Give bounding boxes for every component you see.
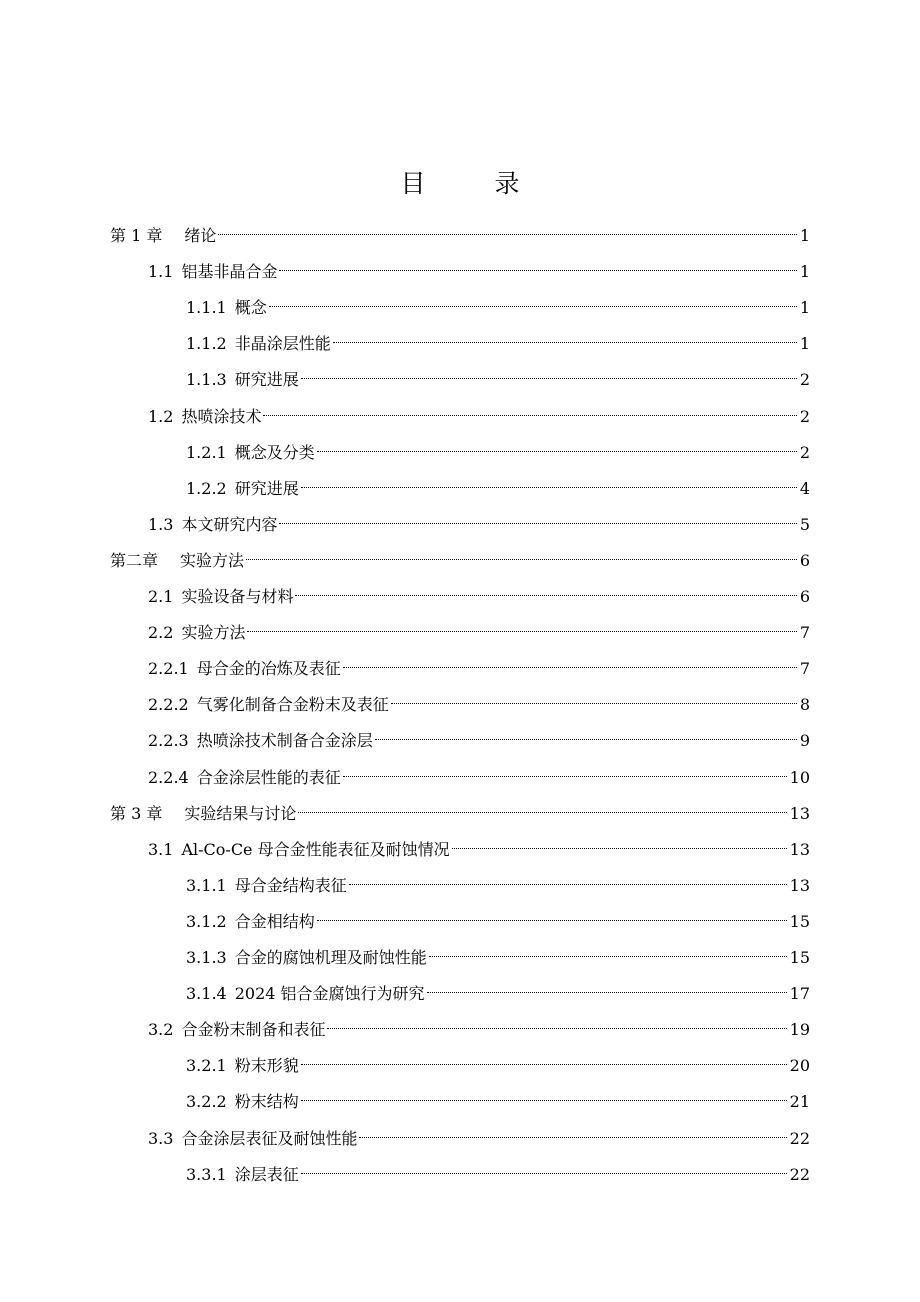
toc-entry-page: 7 [799,623,810,643]
toc-entry-number: 第二章 [110,550,159,570]
toc-entry-number: 1.2.1 [186,442,227,462]
toc-entry-label [186,1084,299,1120]
toc-entry-page: 2 [799,406,810,426]
toc-entry-page: 15 [789,911,810,931]
toc-entry[interactable] [148,254,810,290]
toc-entry-title: 铝基非晶合金 [181,262,278,282]
toc-entry-number: 3.1.3 [186,948,227,967]
dot-leader [317,920,787,921]
toc-entry-number: 3.2.1 [186,1056,227,1076]
toc-entry-page: 7 [799,659,810,679]
toc-entry-label [186,1048,299,1084]
toc-entry-title: 热喷涂技术 [181,406,262,426]
toc-entry-number: 2.2 [148,623,174,643]
dot-leader [246,559,797,560]
toc-entry-page: 1 [799,334,810,354]
toc-entry-number: 2.2.4 [148,767,189,787]
toc-entry-page: 1 [799,298,810,318]
toc-entry-title: 合金涂层性能的表征 [196,767,341,787]
toc-entry-page: 6 [799,550,810,570]
toc-entry-title: 母合金的冶炼及表征 [196,659,341,679]
toc-entry[interactable] [186,1157,810,1193]
dot-leader [279,523,796,524]
dot-leader [317,451,797,452]
toc-entry-title: 母合金结构表征 [234,875,347,895]
toc-entry-page: 1 [799,226,810,245]
dot-leader [298,812,786,813]
toc-entry[interactable] [148,760,810,796]
dot-leader [301,1064,787,1065]
toc-entry-title: 热喷涂技术制备合金涂层 [196,731,373,751]
toc-entry[interactable] [148,615,810,651]
toc-entry[interactable] [110,796,810,832]
toc-entry-label [148,760,341,796]
toc-entry[interactable] [110,218,810,254]
toc-entry-number: 3.2 [148,1020,174,1040]
toc-entry-label [186,976,425,1012]
toc-entry-number: 2.2.2 [148,695,189,715]
dot-leader [333,342,797,343]
toc-entry-label [186,290,267,326]
dot-leader [452,848,787,849]
toc-entry[interactable] [148,832,810,868]
toc-entry-page: 13 [789,803,810,823]
toc-entry-label [148,399,261,435]
toc-entry-label [186,904,315,940]
dot-leader [343,667,797,668]
toc-entry-label [148,615,245,651]
toc-entry-page: 2 [799,370,810,390]
toc-entry[interactable] [186,1048,810,1084]
toc-entry-page: 19 [789,1020,810,1040]
toc-entry-label [148,1121,357,1157]
toc-entry-number: 3.2.2 [186,1092,227,1112]
dot-leader [301,1173,787,1174]
toc-entry-label [186,326,331,362]
toc-entry-label [148,687,389,723]
toc-entry-number: 2.2.3 [148,731,189,751]
toc-entry[interactable] [148,507,810,543]
toc-entry-page: 13 [789,839,810,859]
toc-entry[interactable] [186,435,810,471]
toc-entry-page: 15 [789,948,810,967]
toc-entry[interactable] [110,543,810,579]
toc-entry-title: 合金相结构 [234,911,315,931]
toc-entry-number: 第 1 章 [110,226,163,245]
toc-entry-label [148,1012,325,1048]
toc-entry-title: 本文研究内容 [181,514,278,534]
dot-leader [391,703,797,704]
toc-entry-label [186,362,299,398]
dot-leader [359,1137,786,1138]
toc-entry-title: 涂层表征 [234,1164,299,1184]
toc-entry-number: 2.1 [148,587,174,606]
page-title: 目 录 [400,169,542,198]
toc-entry-label [186,1157,299,1193]
toc-entry-label [148,579,293,615]
dot-leader [427,992,787,993]
dot-leader [263,415,796,416]
toc-entry-title: 合金涂层表征及耐蚀性能 [181,1128,358,1148]
toc-entry-label [110,543,244,579]
toc-entry-number: 1.1.2 [186,334,227,354]
toc-entry-title: Al-Co-Ce 母合金性能表征及耐蚀情况 [181,839,450,859]
toc-entry-title: 实验结果与讨论 [184,803,297,823]
toc-entry-title: 2024 铝合金腐蚀行为研究 [234,984,425,1004]
toc-entry-number: 3.1.2 [186,911,227,931]
toc-entry-label [148,832,450,868]
toc-entry-title: 合金的腐蚀机理及耐蚀性能 [234,948,427,967]
toc-entry[interactable] [186,940,810,976]
toc-entry-number: 3.3 [148,1128,174,1148]
toc-entry-page: 6 [799,587,810,606]
toc-entry-number: 3.1.4 [186,984,227,1004]
toc-entry-number: 1.1.1 [186,298,227,318]
toc-entry-number: 1.2 [148,406,174,426]
toc-entry-number: 3.1.1 [186,875,227,895]
toc-entry[interactable] [148,1121,810,1157]
toc-entry[interactable] [148,723,810,759]
toc-entry[interactable] [186,904,810,940]
toc-entry-title: 研究进展 [234,370,299,390]
toc-entry[interactable] [148,579,810,615]
toc-entry-number: 1.3 [148,514,174,534]
toc-entry[interactable] [186,471,810,507]
toc-entry-page: 13 [789,875,810,895]
dot-leader [218,234,796,235]
toc-entry[interactable] [186,362,810,398]
toc-entry-label [148,254,277,290]
toc-entry-number: 2.2.1 [148,659,189,679]
dot-leader [327,1028,786,1029]
dot-leader [269,306,797,307]
dot-leader [375,739,797,740]
toc-entry-title: 概念及分类 [234,442,315,462]
toc-entry-label [186,940,427,976]
toc-entry-title: 实验方法 [180,550,245,570]
toc-entry-page: 9 [799,731,810,751]
toc-entry-label [148,507,277,543]
dot-leader [301,487,797,488]
toc-entry-label [186,471,299,507]
toc-entry-label [186,435,315,471]
toc-entry[interactable] [186,1084,810,1120]
dot-leader [429,956,787,957]
toc-entry-label [186,868,347,904]
toc-entry[interactable] [186,290,810,326]
dot-leader [343,776,787,777]
toc-entry-title: 实验设备与材料 [181,587,294,606]
toc-entry-page: 20 [789,1056,810,1076]
toc-entry-label [110,796,296,832]
toc-entry[interactable] [148,399,810,435]
toc-entry[interactable] [186,976,810,1012]
toc-entry-label [148,651,341,687]
toc-entry-page: 4 [799,478,810,498]
toc-entry[interactable] [186,868,810,904]
toc-entry-page: 22 [789,1164,810,1184]
toc-entry-label [148,723,373,759]
toc-entry-number: 1.1 [148,262,174,282]
toc-entry-page: 2 [799,442,810,462]
toc-entry-page: 8 [799,695,810,715]
toc-entry-page: 5 [799,514,810,534]
toc-entry-title: 非晶涂层性能 [234,334,331,354]
toc-entry[interactable] [148,1012,810,1048]
toc-entry-label [110,218,216,254]
toc-entry-page: 1 [799,262,810,282]
toc-entry-page: 22 [789,1128,810,1148]
toc-entry-title: 气雾化制备合金粉末及表征 [196,695,389,715]
toc-entry-title: 概念 [234,298,267,318]
toc-entry-number: 1.1.3 [186,370,227,390]
dot-leader [301,1100,787,1101]
toc-entry-title: 粉末形貌 [234,1056,299,1076]
toc-entry-title: 实验方法 [181,623,246,643]
toc-entry-number: 1.2.2 [186,478,227,498]
toc-entry-number: 3.1 [148,839,174,859]
toc-entry-number: 3.3.1 [186,1164,227,1184]
toc-entry-title: 粉末结构 [234,1092,299,1112]
dot-leader [301,378,797,379]
toc-entry-page: 21 [789,1092,810,1112]
dot-leader [279,270,796,271]
dot-leader [295,595,796,596]
toc-entry[interactable] [148,687,810,723]
toc-entry-title: 研究进展 [234,478,299,498]
toc-entry-title: 绪论 [184,226,217,245]
dot-leader [349,884,787,885]
toc-entry-number: 第 3 章 [110,803,163,823]
toc-entry-page: 17 [789,984,810,1004]
toc-entry-title: 合金粉末制备和表征 [181,1020,326,1040]
toc-entry[interactable] [148,651,810,687]
toc-entry-page: 10 [789,767,810,787]
dot-leader [247,631,796,632]
toc-entry[interactable] [186,326,810,362]
